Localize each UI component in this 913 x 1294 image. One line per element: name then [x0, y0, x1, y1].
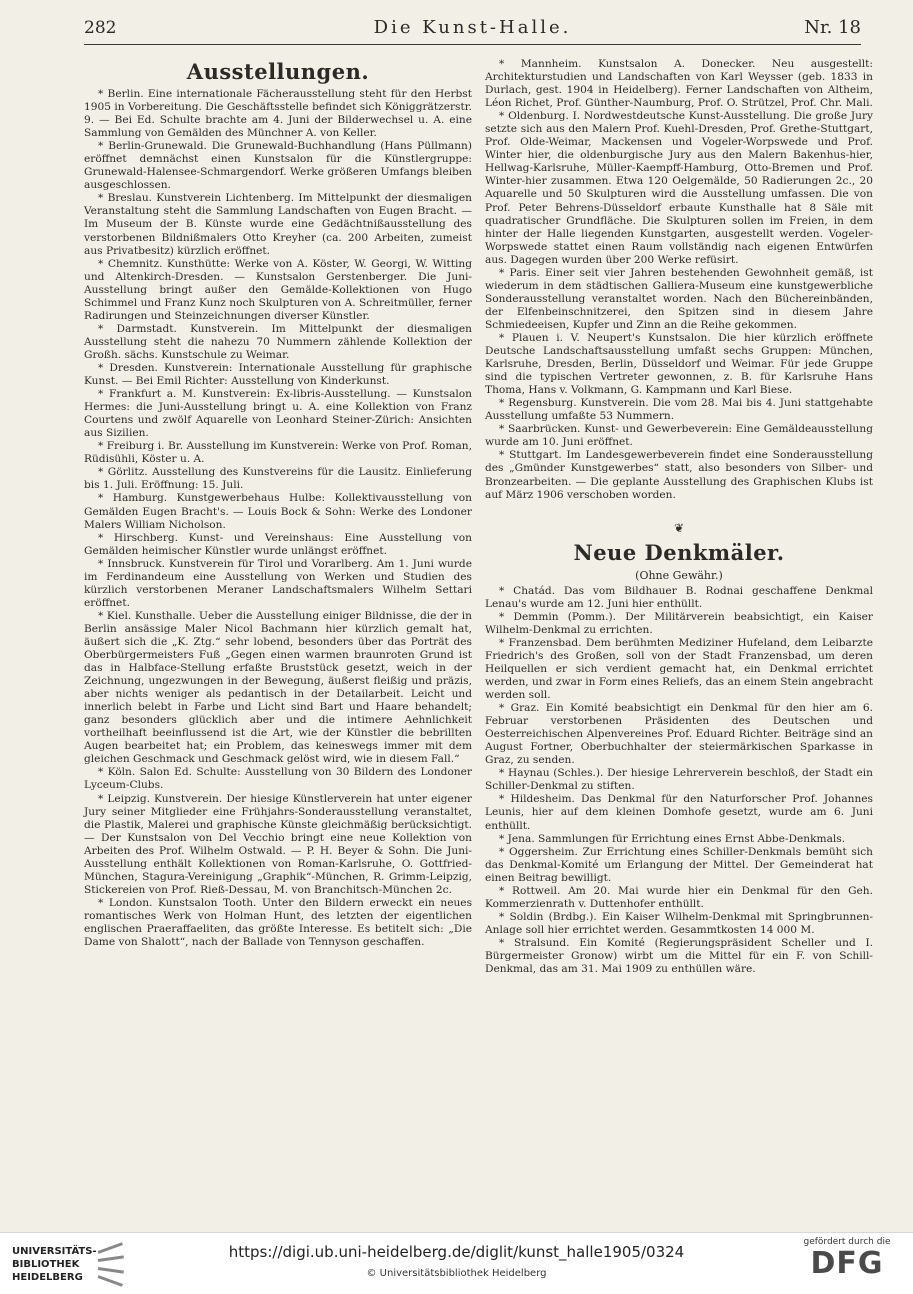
viewer-footer [0, 1232, 913, 1294]
issue-number: Nr. 18 [804, 17, 861, 38]
news-item: * Innsbruck. Kunstverein für Tirol und Vorarlberg. Am 1. Juni wurde im Ferdinandeum eine Ausstellung von Werken und Studien des kürzlich verstorbenen Meraner Landschaftsmalers Wilhelm Settari eröffnet. [84, 557, 472, 609]
news-item: * Soldin (Brdbg.). Ein Kaiser Wilhelm-Denkmal mit Springbrunnen-Anlage soll hier errichtet werden. Gesammtkosten 14 000 M. [485, 910, 873, 936]
news-item: * Leipzig. Kunstverein. Der hiesige Künstlerverein hat unter eigener Jury seiner Mitglieder eine Frühjahrs-Sonderausstellung veranstaltet, die Plastik, Malerei und graphische Künste gleichmäßig berücksichtigt. — Der Kunstsalon von Del Vecchio bringt eine neue Kollektion von Arbeiten des Prof. Wilhelm Ostwald. — P. H. Beyer & Sohn. Die Juni-Ausstellung enthält Kollektionen von Roman-Karlsruhe, O. Gottfried-München, Stagura-Vereinigung „Graphik“-München, R. Grimm-Leipzig, Stickereien von Prof. Rieß-Dessau, M. von Branchitsch-München 2c. [84, 792, 472, 896]
news-item: * Haynau (Schles.). Der hiesige Lehrerverein beschloß, der Stadt ein Schiller-Denkmal zu stiften. [485, 767, 873, 793]
exhibition-news-continued [485, 58, 873, 502]
news-item: * Oldenburg. I. Nordwestdeutsche Kunst-Ausstellung. Die große Jury setzte sich aus den Malern Prof. Kuehl-Dresden, Prof. Grethe-Stuttgart, Prof. Olde-Weimar, Mackensen und Vogeler-Worpswede und Prof. Winter hier, die oldenburgische Jury aus den Malern Bakenhus-hier, Hellwag-Karlsruhe, Müller-Kaempff-Hamburg, Otto-Bremen und Prof. Winter-hier zusammen. Etwa 120 Oelgemälde, 50 Radierungen 2c., 20 Aquarelle und 50 Skulpturen wird die Ausstellung umfassen. Die von Prof. Peter Behrens-Düsseldorf erbaute Kunsthalle hat 8 Säle mit quadratischer Grundfläche. Die Skulpturen sollen im Freien, in dem hinter der Halle liegenden Kunstgarten, ausgestellt werden. Vogeler-Worpswede stattet einen Raum vollständig nach eigenen Entwürfen aus. Dagegen wurden über 200 Werke refüsirt. [485, 110, 873, 266]
news-item: * Berlin-Grunewald. Die Grunewald-Buchhandlung (Hans Püllmann) eröffnet demnächst einen Kunstsalon für die Künstlergruppe: Grunewald-Halensee-Schmargendorf. Werke größeren Umfangs bleiben ausgeschlossen. [84, 140, 472, 192]
news-item: * Freiburg i. Br. Ausstellung im Kunstverein: Werke von Prof. Roman, Rüdisühli, Köster u. A. [84, 440, 472, 466]
left-column [84, 58, 472, 949]
news-item: * Köln. Salon Ed. Schulte: Ausstellung von 30 Bildern des Londoner Lyceum-Clubs. [84, 766, 472, 792]
news-item: * Hildesheim. Das Denkmal für den Naturforscher Prof. Johannes Leunis, hier auf dem kleinen Domhofe gesetzt, wurde am 6. Juni enthüllt. [485, 793, 873, 832]
news-item: * Mannheim. Kunstsalon A. Donecker. Neu ausgestellt: Architekturstudien und Landschaften von Karl Weysser (geb. 1833 in Durlach, gest. 1904 in Heidelberg). Ferner Landschaften von Altheim, Léon Richet, Prof. Günther-Naumburg, Prof. O. Strützel, Prof. Chr. Mali. [485, 58, 873, 110]
news-item: * Regensburg. Kunstverein. Die vom 28. Mai bis 4. Juni stattgehabte Ausstellung umfaßte 53 Nummern. [485, 397, 873, 423]
news-item: * London. Kunstsalon Tooth. Unter den Bildern erweckt ein neues romantisches Werk von Holman Hunt, des letzten der eigentlichen englischen Praeraffaeliten, das größte Interesse. Es betitelt sich: „Die Dame von Shalott“, nach der Ballade von Tennyson geschaffen. [84, 896, 472, 949]
news-item: * Stralsund. Ein Komité (Regierungspräsident Scheller und I. Bürgermeister Gronow) wirbt um die Mittel für ein F. von Schill-Denkmal, das am 31. Mai 1909 zu enthüllen wäre. [485, 936, 873, 976]
news-item: * Hamburg. Kunstgewerbehaus Hulbe: Kollektivausstellung von Gemälden Eugen Bracht's. — Louis Bock & Sohn: Werke des Londoner Malers William Nicholson. [84, 492, 472, 531]
dfg-wordmark: DFG [810, 1246, 884, 1281]
news-item: * Oggersheim. Zur Errichtung eines Schiller-Denkmals bemüht sich das Denkmal-Komité um Erlangung der Mittel. Der Gemeinderat hat einen Beitrag bewilligt. [485, 845, 873, 884]
news-item: * Chemnitz. Kunsthütte: Werke von A. Köster, W. Georgi, W. Witting und Altenkirch-Dresden. — Kunstsalon Gerstenberger. Die Juni-Ausstellung bringt außer den Gemälde-Kollektionen von Hugo Schimmel und Franz Kunz noch Skulpturen von A. Schreitmüller, ferner Radirungen und Steinzeichnungen diverser Künstler. [84, 257, 472, 322]
news-item: * Saarbrücken. Kunst- und Gewerbeverein: Eine Gemäldeausstellung wurde am 10. Juni eröffnet. [485, 423, 873, 449]
news-item: * Demmin (Pomm.). Der Militärverein beabsichtigt, ein Kaiser Wilhelm-Denkmal zu errichten. [485, 610, 873, 636]
exhibition-news [84, 88, 472, 949]
news-item: * Kiel. Kunsthalle. Ueber die Ausstellung einiger Bildnisse, die der in Berlin ansässige Maler Nicol Bachmann hier kürzlich gemalt hat, äußert sich die „K. Ztg.“ sehr lobend, besonders über das Porträt des Oberbürgermeisters Fuß „Gegen einen warmen braunroten Grund ist das in Halbface-Stellung erfaßte Bruststück gesetzt, weich in der Zeichnung, ungezwungen in der Bewegung, äußerst fleißig und präzis, aber nichts weniger als pedantisch in der Detailarbeit. Leicht und innerlich belebt in Farbe und Licht sind Bart und Haare behandelt; ganz besonders glücklich aber und die intimere Aehnlichkeit vortheilhaft beeinflussend ist die Art, wie der Künstler die bebrillten Augen bearbeitet hat; ein Problem, das keineswegs immer mit dem gleichen Geschmack und Geschmack gelöst wird, wie in diesem Fall.“ [84, 609, 472, 766]
news-item: * Stuttgart. Im Landesgewerbeverein findet eine Sonderausstellung des „Gmünder Kunstgewerbes“ statt, also besonders von Silber- und Bronzearbeiten. — Die geplante Ausstellung des Graphischen Klubs ist auf März 1906 verschoben worden. [485, 449, 873, 501]
page-number: 282 [84, 18, 117, 38]
monument-news [485, 585, 873, 976]
library-name: UNIVERSITÄTS- BIBLIOTHEK HEIDELBERG [12, 1246, 97, 1283]
ornament-divider: ❦ [673, 520, 685, 535]
news-item: * Frankfurt a. M. Kunstverein: Ex-libris-Ausstellung. — Kunstsalon Hermes: die Juni-Ausstellung bringt u. A. eine Kollektion von Franz Courtens und zwölf Aquarelle von Leonhard Steiner-Zürich: Ansichten aus Sizilien. [84, 388, 472, 440]
news-item: * Graz. Ein Komité beabsichtigt ein Denkmal für den hier am 6. Februar verstorbenen Präsidenten des Deutschen und Oesterreichischen Alpenvereines Prof. Eduard Richter. Beiträge sind an August Fortner, Oberbuchhalter der steiermärkischen Sparkasse in Graz, zu senden. [485, 702, 873, 767]
news-item: * Breslau. Kunstverein Lichtenberg. Im Mittelpunkt der diesmaligen Veranstaltung steht die Sammlung Landschaften von Eugen Bracht. — Im Museum der B. Künste wurde eine Gedächtnißausstellung des verstorbenen Bildnißmalers Otto Kreyher (ca. 200 Arbeiten, zumeist aus Privatbesitz) kürzlich eröffnet. [84, 192, 472, 257]
news-item: * Rottweil. Am 20. Mai wurde hier ein Denkmal für den Geh. Kommerzienrath v. Duttenhofer enthüllt. [485, 884, 873, 910]
news-item: * Jena. Sammlungen für Errichtung eines Ernst Abbe-Denkmals. [499, 832, 846, 845]
copyright-notice: © Universitätsbibliothek Heidelberg [366, 1268, 547, 1279]
news-item: * Hirschberg. Kunst- und Vereinshaus: Eine Ausstellung von Gemälden heimischer Künstler wurde unlängst eröffnet. [84, 531, 472, 557]
news-item: * Chatád. Das vom Bildhauer B. Rodnai geschaffene Denkmal Lenau's wurde am 12. Juni hier enthüllt. [485, 584, 873, 610]
dfg-logo[interactable] [799, 1237, 895, 1289]
permalink-url[interactable]: https://digi.ub.uni-heidelberg.de/diglit/kunst_halle1905/0324 [228, 1243, 685, 1261]
right-column [485, 58, 873, 976]
news-item: * Franzensbad. Dem berühmten Mediziner Hufeland, dem Leibarzte Friedrich's des Großen, soll von der Stadt Franzensbad, um deren Heilquellen er sich verdient gemacht hat, ein Denkmal errichtet werden, und zwar in Form eines Reliefs, das an einem Stein angebracht werden soll. [485, 636, 873, 702]
journal-title: Die Kunst-Halle. [373, 17, 572, 38]
section-heading-denkmaeler: Neue Denkmäler. [573, 539, 785, 565]
news-item: * Darmstadt. Kunstverein. Im Mittelpunkt der diesmaligen Ausstellung steht die nahezu 70 Nummern zählende Kollektion der Großh. sächs. Kunstschule zu Weimar. [84, 322, 472, 361]
news-item: * Berlin. Eine internationale Fächerausstellung steht für den Herbst 1905 in Vorbereitung. Die Geschäftsstelle befindet sich Königgrätzerstr. 9. — Bei Ed. Schulte brachte am 4. Juni der Bilderwechsel u. A. eine Sammlung von Gemälden des Münchner A. von Keller. [84, 88, 472, 140]
section-heading-ausstellungen: Ausstellungen. [186, 59, 370, 84]
news-item: * Paris. Einer seit vier Jahren bestehenden Gewohnheit gemäß, ist wiederum in dem städtischen Galliera-Museum eine kunstgewerbliche Sonderausstellung veranstaltet worden. Nach den Büchereinbänden, der Elfenbeinschnitzerei, den Spitzen sind in diesem Jahre Schmiedeeisen, Kupfer und Zinn an die Reihe gekommen. [485, 266, 873, 331]
news-item: * Dresden. Kunstverein: Internationale Ausstellung für graphische Kunst. — Bei Emil Richter: Ausstellung von Kinderkunst. [84, 361, 472, 388]
news-item: * Plauen i. V. Neupert's Kunstsalon. Die hier kürzlich eröffnete Deutsche Landschaftsausstellung umfaßt sechs Gruppen: München, Karlsruhe, Dresden, Berlin, Düsseldorf und Weimar. Für jede Gruppe sind die typischen Vertreter gewonnen, z. B. für Karlsruhe Hans Thoma, Hans v. Volkmann, G. Kampmann und Karl Biese. [485, 331, 873, 397]
funded-by-label: gefördert durch die [803, 1237, 891, 1247]
news-item: * Görlitz. Ausstellung des Kunstvereins für die Lausitz. Einlieferung bis 1. Juli. Eröffnung: 15. Juli. [84, 466, 472, 492]
page-header [84, 14, 861, 45]
section-subheading: (Ohne Gewähr.) [635, 568, 723, 582]
